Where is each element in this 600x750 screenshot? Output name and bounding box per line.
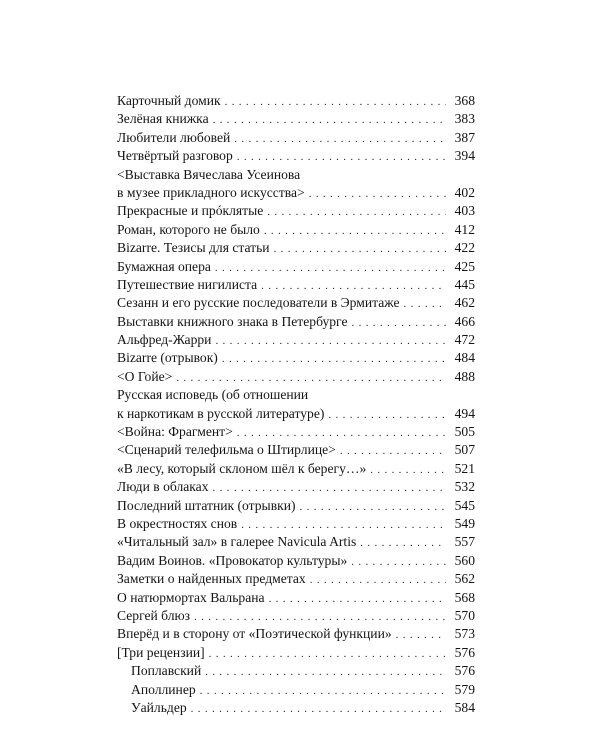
dot-leader [234, 130, 446, 148]
toc-page-number: 568 [454, 589, 475, 605]
toc-entry[interactable] [117, 478, 475, 496]
dot-leader [194, 608, 446, 626]
toc-entry[interactable] [117, 294, 475, 312]
toc-entry[interactable] [117, 239, 475, 257]
toc-page-number: 573 [454, 626, 475, 642]
toc-entry[interactable] [117, 331, 475, 349]
toc-entry-title: Заметки о найденных предметах [117, 571, 306, 587]
toc-page-number: 576 [454, 663, 475, 679]
toc-entry-title: О натюрмортах Вальрана [117, 589, 265, 605]
toc-page-number: 576 [454, 644, 475, 660]
toc-entry[interactable] [117, 92, 475, 110]
toc-entry[interactable] [117, 166, 475, 203]
dot-leader [261, 277, 446, 295]
toc-page-number: 368 [454, 93, 475, 108]
toc-page-number: 557 [454, 534, 475, 550]
toc-entry-title: «В лесу, который склоном шёл к берегу…» [117, 460, 367, 476]
toc-page-number: 472 [454, 332, 475, 348]
toc-entry[interactable] [117, 625, 475, 643]
toc-page-number: 488 [454, 368, 475, 384]
dot-leader [269, 590, 446, 608]
toc-page-number: 445 [454, 276, 475, 292]
toc-entry[interactable] [117, 644, 475, 662]
dot-leader [267, 203, 446, 221]
toc-page-number: 549 [454, 515, 475, 531]
toc-entry[interactable] [117, 276, 475, 294]
toc-entry[interactable] [117, 515, 475, 533]
toc-entry-title: Прекрасные и прóклятые [117, 203, 264, 219]
dot-leader [351, 553, 446, 571]
toc-entry[interactable] [117, 386, 475, 423]
dot-leader [237, 148, 446, 166]
toc-entry-title: Карточный домик [117, 93, 221, 108]
dot-leader [396, 626, 446, 644]
dot-leader [241, 516, 446, 534]
toc-entry[interactable] [117, 570, 475, 588]
dot-leader [352, 314, 447, 332]
toc-entry[interactable] [117, 589, 475, 607]
toc-entry-title: <Война: Фрагмент> [117, 424, 233, 440]
toc-page-number: 425 [454, 258, 475, 274]
toc-entry[interactable] [117, 110, 475, 128]
toc-page-number: 521 [454, 460, 475, 476]
toc-page-number: 562 [454, 571, 475, 587]
toc-entry-title: Аполлинер [131, 681, 196, 697]
dot-leader [370, 461, 446, 479]
toc-page-number: 422 [454, 240, 475, 256]
dot-leader [209, 645, 446, 663]
dot-leader [222, 350, 446, 368]
toc-entry[interactable] [117, 441, 475, 459]
toc-page-number: 560 [454, 552, 475, 568]
toc-entry[interactable] [117, 533, 475, 551]
toc-entry[interactable] [117, 147, 475, 165]
toc-page-number: 494 [454, 405, 475, 421]
toc-page-number: 402 [454, 184, 475, 200]
toc-page-number: 505 [454, 424, 475, 440]
toc-entry-title: к наркотикам в русской литературе) [117, 405, 325, 421]
dot-leader [205, 663, 446, 681]
toc-entry-title: Bizarre. Тезисы для статьи [117, 240, 270, 256]
toc-entry-title: Сезанн и его русские последователи в Эрмитаже [117, 295, 400, 311]
dot-leader [310, 571, 446, 589]
dot-leader [237, 424, 446, 442]
toc-page-number: 532 [454, 479, 475, 495]
toc-entry-title: Люди в облаках [117, 479, 209, 495]
toc-entry-title: Зелёная книжка [117, 111, 209, 127]
dot-leader [225, 93, 446, 111]
toc-subentry[interactable] [117, 681, 475, 699]
dot-leader [274, 240, 446, 258]
toc-entry-title: Вадим Воинов. «Провокатор культуры» [117, 552, 348, 568]
toc-entry-title: Русская исповедь (об отношении [117, 387, 309, 403]
toc-entry-title: <О Гойе> [117, 368, 173, 384]
toc-page-number: 387 [454, 129, 475, 145]
dot-leader [213, 111, 446, 129]
toc-page-number: 570 [454, 607, 475, 623]
toc-subentry[interactable] [117, 662, 475, 680]
toc-entry-title: Последний штатник (отрывки) [117, 497, 296, 513]
toc-entry-title: «Читальный зал» в галерее Navicula Artis [117, 534, 357, 550]
table-of-contents [117, 92, 475, 717]
dot-leader [309, 185, 446, 203]
toc-entry-title: [Три рецензии] [117, 644, 205, 660]
toc-page-number: 394 [454, 148, 475, 164]
toc-entry[interactable] [117, 607, 475, 625]
dot-leader [213, 479, 446, 497]
toc-entry[interactable] [117, 349, 475, 367]
toc-page-number: 466 [454, 313, 475, 329]
toc-subentry[interactable] [117, 699, 475, 717]
toc-page-number: 412 [454, 221, 475, 237]
toc-entry-title: Сергей блюз [117, 607, 191, 623]
toc-page-number: 383 [454, 111, 475, 127]
toc-page-number: 484 [454, 350, 475, 366]
toc-entry-title: Вперёд и в сторону от «Поэтической функции» [117, 626, 392, 642]
toc-entry[interactable] [117, 129, 475, 147]
toc-entry-title: <Сценарий телефильма о Штирлице> [117, 442, 336, 458]
toc-entry-title: Альфред-Жарри [117, 332, 212, 348]
toc-entry-title: Bizarre (отрывок) [117, 350, 218, 366]
toc-entry[interactable] [117, 497, 475, 515]
toc-entry-title: Любители любовей [117, 129, 231, 145]
toc-entry-title: в музее прикладного искусства> [117, 184, 305, 200]
dot-leader [215, 332, 446, 350]
toc-page-number: 403 [454, 203, 475, 219]
toc-entry-title: Роман, которого не было [117, 221, 260, 237]
dot-leader [360, 534, 446, 552]
dot-leader [176, 369, 446, 387]
toc-entry[interactable] [117, 313, 475, 331]
toc-entry[interactable] [117, 202, 475, 220]
toc-entry[interactable] [117, 552, 475, 570]
toc-entry-title: Путешествие нигилиста [117, 276, 258, 292]
toc-entry-title: Выставки книжного знака в Петербурге [117, 313, 348, 329]
toc-page-number: 507 [454, 442, 475, 458]
dot-leader [328, 406, 446, 424]
dot-leader [200, 682, 446, 700]
toc-entry-title: Уайльдер [131, 699, 187, 715]
toc-page-number: 545 [454, 497, 475, 513]
dot-leader [404, 295, 446, 313]
toc-entry[interactable] [117, 258, 475, 276]
toc-entry[interactable] [117, 423, 475, 441]
toc-entry-title: В окрестностях снов [117, 515, 238, 531]
dot-leader [191, 700, 446, 718]
dot-leader [264, 222, 446, 240]
toc-entry[interactable] [117, 221, 475, 239]
toc-page-number: 462 [454, 295, 475, 311]
toc-page-number: 579 [454, 681, 475, 697]
toc-entry-title: Четвёртый разговор [117, 148, 233, 164]
toc-entry-title: Поплавский [131, 663, 202, 679]
toc-entry[interactable] [117, 368, 475, 386]
toc-page-number: 584 [454, 699, 475, 715]
dot-leader [340, 442, 446, 460]
toc-entry-title: <Выставка Вячеслава Усеинова [117, 166, 301, 182]
dot-leader [215, 259, 446, 277]
toc-entry[interactable] [117, 460, 475, 478]
toc-entry-title: Бумажная опера [117, 258, 211, 274]
dot-leader [300, 498, 446, 516]
